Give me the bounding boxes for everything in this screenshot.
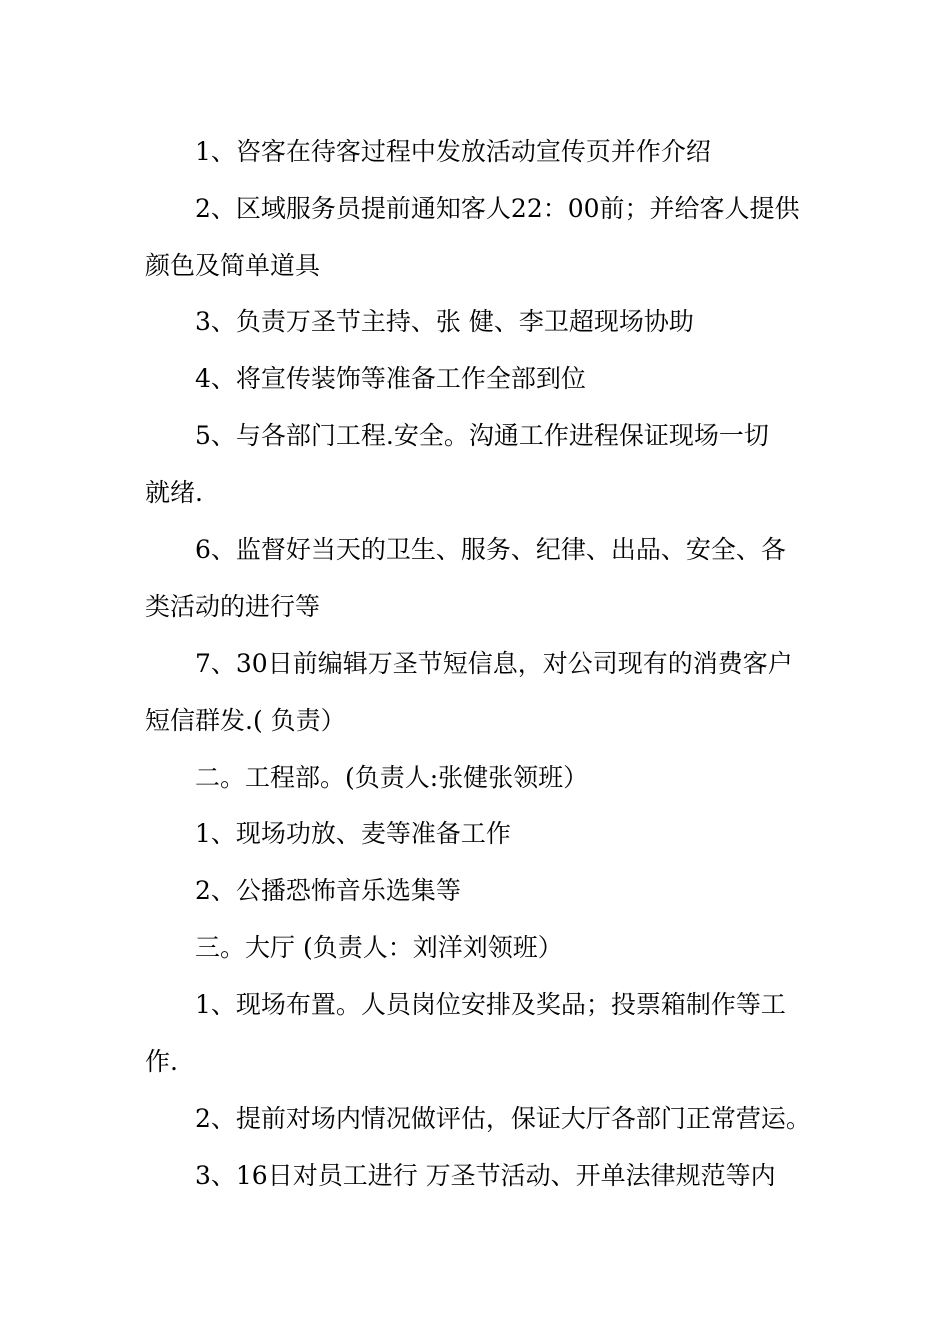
text-line-6: 5、与各部门工程.安全。沟通工作进程保证现场一切 bbox=[195, 421, 769, 450]
text-line-2: 2、区域服务员提前通知客人22：00前；并给客人提供 bbox=[195, 194, 800, 223]
text-line-8: 6、监督好当天的卫生、服务、纪律、出品、安全、各 bbox=[195, 535, 786, 564]
text-line-7: 就绪. bbox=[145, 478, 203, 507]
text-line-9: 类活动的进行等 bbox=[145, 592, 321, 621]
text-line-19: 3、16日对员工进行 万圣节活动、开单法律规范等内 bbox=[195, 1161, 776, 1190]
text-line-4: 3、负责万圣节主持、张 健、李卫超现场协助 bbox=[195, 307, 694, 336]
text-line-11: 短信群发.( 负责） bbox=[145, 706, 346, 735]
text-line-16: 1、现场布置。人员岗位安排及奖品；投票箱制作等工 bbox=[195, 990, 786, 1019]
text-line-18: 2、提前对场内情况做评估，保证大厅各部门正常营运。 bbox=[195, 1104, 811, 1133]
section-heading-engineering: 二。工程部。(负责人:张健张领班） bbox=[195, 763, 589, 792]
section-heading-hall: 三。大厅 (负责人：刘洋刘领班） bbox=[195, 933, 563, 962]
text-line-5: 4、将宣传装饰等准备工作全部到位 bbox=[195, 364, 586, 393]
text-line-3: 颜色及简单道具 bbox=[145, 251, 321, 280]
text-line-13: 1、现场功放、麦等准备工作 bbox=[195, 819, 511, 848]
text-line-17: 作. bbox=[145, 1047, 178, 1076]
text-line-1: 1、咨客在待客过程中发放活动宣传页并作介绍 bbox=[195, 137, 711, 166]
text-line-14: 2、公播恐怖音乐选集等 bbox=[195, 876, 461, 905]
text-line-10: 7、30日前编辑万圣节短信息，对公司现有的消费客户 bbox=[195, 649, 793, 678]
